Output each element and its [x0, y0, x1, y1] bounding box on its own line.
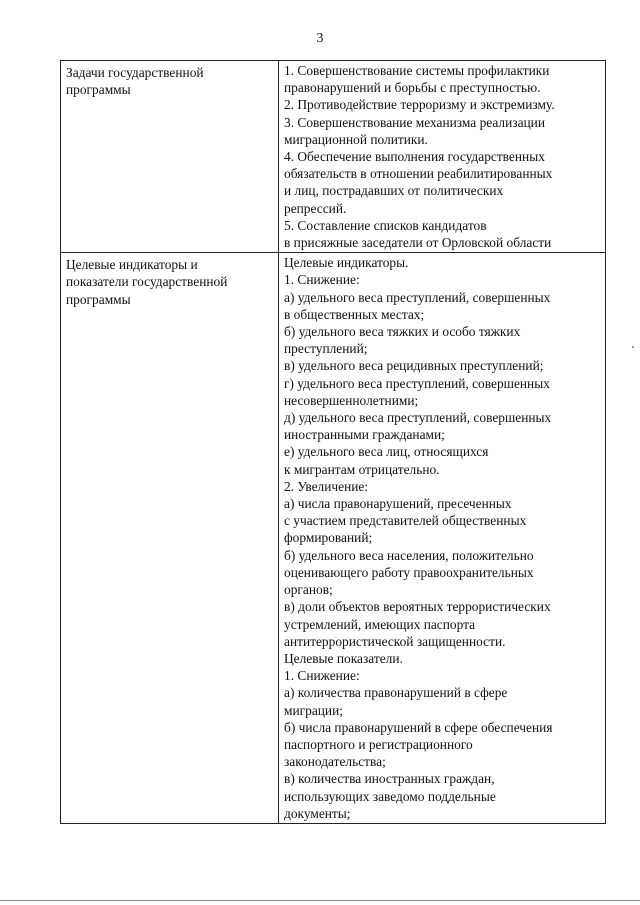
value-line: репрессий. — [284, 200, 347, 216]
value-line: законодательства; — [284, 754, 386, 770]
value-line: обязательств в отношении реабилитированных — [284, 166, 553, 182]
value-line: 1. Снижение: — [284, 668, 360, 684]
value-line: формирований; — [284, 530, 373, 546]
value-line: 2. Противодействие терроризму и экстремизму. — [284, 97, 555, 113]
row-label-cell — [61, 61, 279, 253]
value-line: миграции; — [284, 702, 343, 718]
row-value-cell — [279, 61, 606, 253]
value-line: 3. Совершенствование механизма реализации — [284, 114, 546, 130]
value-line: иностранными гражданами; — [284, 427, 445, 443]
scan-speck — [632, 346, 634, 348]
value-line: к мигрантам отрицательно. — [284, 461, 440, 477]
value-line: несовершеннолетними; — [284, 392, 419, 408]
value-line: в присяжные заседатели от Орловской области — [284, 235, 552, 251]
value-line: антитеррористической защищенности. — [284, 633, 506, 649]
program-passport-table — [60, 60, 606, 824]
row-value-cell — [279, 253, 606, 824]
value-line: 2. Увеличение: — [284, 478, 369, 494]
value-line: документы; — [284, 805, 351, 821]
label-line: показатели государственной — [66, 274, 228, 290]
value-line: 1. Совершенствование системы профилактики — [284, 63, 550, 78]
value-line: Целевые индикаторы. — [284, 255, 409, 271]
value-line: в) удельного веса рецидивных преступлений; — [284, 358, 544, 374]
value-line: а) количества правонарушений в сфере — [284, 685, 508, 701]
value-line: б) удельного веса населения, положительно — [284, 547, 534, 563]
value-line: миграционной политики. — [284, 131, 428, 147]
value-line: е) удельного веса лиц, относящихся — [284, 444, 489, 460]
page-number: 3 — [316, 31, 324, 46]
value-line: г) удельного веса преступлений, совершенных — [284, 375, 550, 391]
value-line: Целевые показатели. — [284, 650, 403, 666]
value-line: правонарушений и борьбы с преступностью. — [284, 80, 541, 96]
table-row-indicators — [61, 253, 606, 824]
value-line: преступлений; — [284, 341, 368, 357]
label-line: Целевые индикаторы и — [66, 257, 198, 273]
value-line: д) удельного веса преступлений, совершенных — [284, 410, 552, 426]
value-line: в) доли объектов вероятных террористических — [284, 599, 551, 615]
label-line: программы — [66, 82, 131, 98]
value-line: б) удельного веса тяжких и особо тяжких — [284, 324, 521, 340]
label-line: программы — [66, 291, 131, 307]
value-line: в общественных местах; — [284, 306, 425, 322]
value-line: оценивающего работу правоохранительных — [284, 564, 534, 580]
value-line: устремлений, имеющих паспорта — [284, 616, 476, 632]
table-row-tasks — [61, 61, 606, 253]
value-line: а) удельного веса преступлений, совершенных — [284, 289, 551, 305]
value-line: использующих заведомо поддельные — [284, 788, 496, 804]
value-line: б) числа правонарушений в сфере обеспечения — [284, 719, 553, 735]
value-line: 1. Снижение: — [284, 272, 360, 288]
value-line: паспортного и регистрационного — [284, 736, 473, 752]
value-line: и лиц, пострадавших от политических — [284, 183, 504, 199]
row-label-cell — [61, 253, 279, 824]
scan-edge-line — [0, 900, 640, 901]
value-line: с участием представителей общественных — [284, 513, 527, 529]
label-line: Задачи государственной — [66, 65, 204, 80]
value-line: 5. Составление списков кандидатов — [284, 217, 487, 233]
value-line: в) количества иностранных граждан, — [284, 771, 495, 787]
value-line: 4. Обеспечение выполнения государственных — [284, 149, 545, 165]
value-line: органов; — [284, 582, 333, 598]
value-line: а) числа правонарушений, пресеченных — [284, 496, 512, 512]
